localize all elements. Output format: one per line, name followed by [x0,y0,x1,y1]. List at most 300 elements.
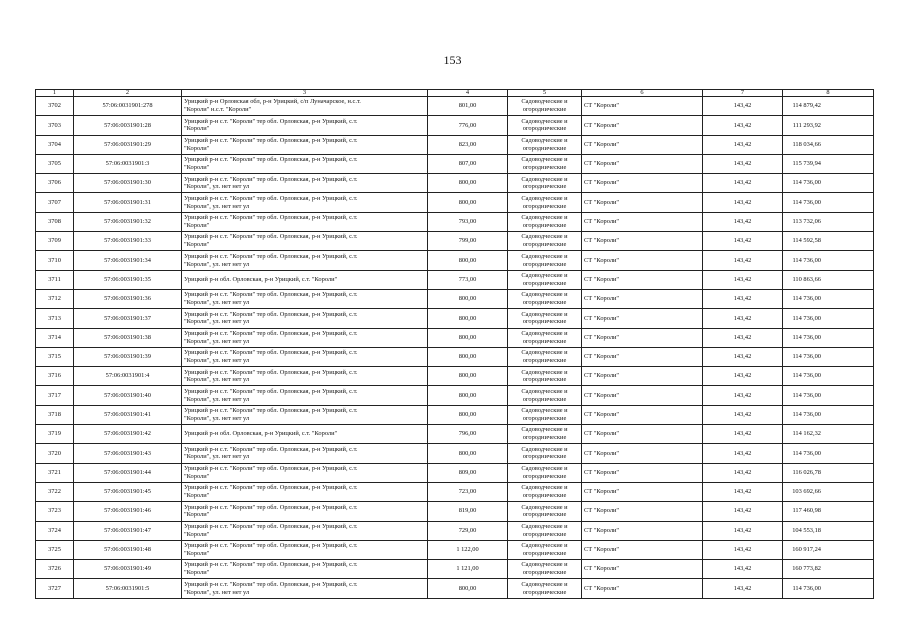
land-use-cell [508,212,582,231]
land-use-cell [508,540,582,559]
table-row [36,251,874,270]
land-use-line: огороднические [522,183,567,191]
rate-value: 143,42 [703,270,783,289]
address-line: Урицкий р-н с.т. "Короли" тер обл. Орловская, р-н Урицкий, с.т. [184,387,358,395]
land-use-line: Садоводческие и [521,542,568,550]
land-use-line: огороднические [522,453,567,461]
row-number: 3711 [36,270,74,289]
address-line: Урицкий р-н с.т. "Короли" тер обл. Орловская, р-н Урицкий, с.т. [184,136,358,144]
land-use-line: огороднические [522,241,567,249]
land-use-cell [508,347,582,366]
row-number: 3714 [36,328,74,347]
area-value: 773,00 [428,270,508,289]
organization-name: СТ "Короли" [582,135,703,154]
address-line: Урицкий р-н с.т. "Короли" тер обл. Орловская, р-н Урицкий, с.т. [184,580,358,588]
row-number: 3712 [36,289,74,308]
cadastral-value: 117 460,98 [783,502,874,521]
organization-name: СТ "Короли" [582,463,703,482]
area-value: 800,00 [428,367,508,386]
land-use-line: огороднические [522,125,567,133]
address-cell [182,579,428,598]
area-value: 800,00 [428,174,508,193]
address-cell [182,347,428,366]
land-use-line: огороднические [522,318,567,326]
land-use-line: Садоводческие и [521,156,568,164]
land-use-line: Садоводческие и [521,252,568,260]
rate-value: 143,42 [703,347,783,366]
cadastral-number: 57:06:0031901:3 [74,154,182,173]
cadastral-value: 110 863,66 [783,270,874,289]
cadastral-value: 114 736,00 [783,386,874,405]
rate-value: 143,42 [703,502,783,521]
land-use-line: Садоводческие и [521,175,568,183]
organization-name: СТ "Короли" [582,232,703,251]
address-line: Урицкий р-н с.т. "Короли" тер обл. Орловская, р-н Урицкий, с.т. [184,329,358,337]
organization-name: СТ "Короли" [582,116,703,135]
address-line: Урицкий р-н с.т. "Короли" тер обл. Орловская, р-н Урицкий, с.т. [184,291,358,299]
row-number: 3716 [36,367,74,386]
table-row [36,232,874,251]
address-cell [182,309,428,328]
column-header: 5 [508,90,582,97]
address-line: Урицкий р-н с.т. "Короли" тер обл. Орловская, р-н Урицкий, с.т. [184,445,358,453]
area-value: 1 122,00 [428,540,508,559]
land-use-cell [508,97,582,116]
address-cell [182,540,428,559]
land-use-cell [508,135,582,154]
land-use-line: огороднические [522,260,567,268]
address-line: Урицкий р-н с.т. "Короли" тер обл. Орловская, р-н Урицкий, с.т. [184,407,358,415]
table-body [36,97,874,599]
address-cell [182,193,428,212]
column-header: 6 [582,90,703,97]
cadastral-value: 115 739,94 [783,154,874,173]
table-row [36,463,874,482]
address-cell [182,289,428,308]
cadastral-number: 57:06:0031901:5 [74,579,182,598]
cadastral-number: 57:06:0031901:30 [74,174,182,193]
column-header: 7 [703,90,783,97]
address-line: "Короли", ул. нет нет ул [184,357,250,364]
rate-value: 143,42 [703,367,783,386]
address-line: "Короли" [184,125,210,133]
land-use-line: Садоводческие и [521,464,568,472]
land-use-cell [508,232,582,251]
column-header: 8 [783,90,874,97]
area-value: 800,00 [428,309,508,328]
table-row [36,521,874,540]
cadastral-number: 57:06:0031901:45 [74,482,182,501]
land-use-line: Садоводческие и [521,310,568,318]
rate-value: 143,42 [703,386,783,405]
organization-name: СТ "Короли" [582,502,703,521]
table-row [36,154,874,173]
rate-value: 143,42 [703,232,783,251]
land-registry-table [35,89,874,599]
cadastral-number: 57:06:0031901:37 [74,309,182,328]
column-header: 4 [428,90,508,97]
address-cell [182,135,428,154]
address-line: "Короли" [184,492,210,500]
table-row [36,328,874,347]
land-use-line: огороднические [522,106,567,114]
cadastral-number: 57:06:0031901:36 [74,289,182,308]
row-number: 3708 [36,212,74,231]
address-line: "Короли", ул. нет нет ул [184,395,250,403]
land-use-line: огороднические [522,434,567,442]
page-number: 153 [443,53,462,67]
land-use-line: огороднические [522,530,567,538]
land-use-cell [508,405,582,424]
land-use-line: огороднические [522,144,567,152]
land-use-cell [508,521,582,540]
organization-name: СТ "Короли" [582,174,703,193]
cadastral-number: 57:06:0031901:43 [74,444,182,463]
address-cell [182,174,428,193]
land-use-cell [508,425,582,444]
address-line: "Короли", ул. нет нет ул [184,318,250,326]
organization-name: СТ "Короли" [582,540,703,559]
cadastral-number: 57:06:0031901:47 [74,521,182,540]
organization-name: СТ "Короли" [582,347,703,366]
address-cell [182,367,428,386]
row-number: 3725 [36,540,74,559]
cadastral-value: 114 736,00 [783,174,874,193]
land-use-line: огороднические [522,569,567,577]
cadastral-value: 160 773,82 [783,560,874,579]
table-row [36,540,874,559]
address-line: "Короли" [184,164,210,172]
rate-value: 143,42 [703,193,783,212]
address-line: Урицкий р-н с.т. "Короли" тер обл. Орловская, р-н Урицкий, с.т. [184,214,358,222]
land-use-cell [508,309,582,328]
land-use-line: огороднические [522,164,567,172]
land-use-line: Садоводческие и [521,98,568,106]
land-use-line: огороднические [522,299,567,307]
table-row [36,174,874,193]
land-use-line: огороднические [522,588,567,596]
cadastral-value: 114 736,00 [783,328,874,347]
land-use-cell [508,482,582,501]
area-value: 729,00 [428,521,508,540]
row-number: 3713 [36,309,74,328]
land-use-cell [508,444,582,463]
address-line: Урицкий р-н с.т. "Короли" тер обл. Орловская, р-н Урицкий, с.т. [184,175,358,183]
land-use-line: огороднические [522,395,567,403]
table-row [36,270,874,289]
address-line: "Короли" [184,569,210,577]
address-line: Урицкий р-н с.т. "Короли" тер обл. Орловская, р-н Урицкий, с.т. [184,252,358,260]
organization-name: СТ "Короли" [582,328,703,347]
address-line: "Короли" [184,511,210,519]
cadastral-value: 114 736,00 [783,405,874,424]
cadastral-value: 103 692,66 [783,482,874,501]
cadastral-value: 118 034,66 [783,135,874,154]
address-line: Урицкий р-н с.т. "Короли" тер обл. Орловская, р-н Урицкий, с.т. [184,349,358,357]
land-use-cell [508,560,582,579]
table-row [36,212,874,231]
address-line: "Короли" [184,549,210,557]
address-line: "Короли" [184,241,210,249]
land-use-line: огороднические [522,414,567,422]
address-line: "Короли", ул. нет нет ул [184,453,250,461]
rate-value: 143,42 [703,212,783,231]
land-use-cell [508,386,582,405]
address-line: Урицкий р-н с.т. "Короли" тер обл. Орловская, р-н Урицкий, с.т. [184,464,358,472]
cadastral-number: 57:06:0031901:32 [74,212,182,231]
area-value: 823,00 [428,135,508,154]
address-line: "Короли", ул. нет нет ул [184,414,250,422]
land-use-cell [508,193,582,212]
rate-value: 143,42 [703,154,783,173]
table-row [36,405,874,424]
land-use-cell [508,502,582,521]
cadastral-value: 114 736,00 [783,367,874,386]
cadastral-value: 114 736,00 [783,444,874,463]
address-line: "Короли" [184,472,210,480]
rate-value: 143,42 [703,560,783,579]
row-number: 3723 [36,502,74,521]
cadastral-number: 57:06:0031901:40 [74,386,182,405]
column-number-row [36,90,874,97]
table-row [36,444,874,463]
row-number: 3722 [36,482,74,501]
cadastral-value: 114 736,00 [783,347,874,366]
organization-name: СТ "Короли" [582,270,703,289]
organization-name: СТ "Короли" [582,560,703,579]
organization-name: СТ "Короли" [582,579,703,598]
cadastral-value: 111 293,92 [783,116,874,135]
area-value: 1 121,00 [428,560,508,579]
row-number: 3710 [36,251,74,270]
address-cell [182,212,428,231]
cadastral-value: 114 736,00 [783,309,874,328]
land-use-line: огороднические [522,221,567,229]
area-value: 800,00 [428,347,508,366]
rate-value: 143,42 [703,328,783,347]
land-use-line: Садоводческие и [521,368,568,376]
row-number: 3719 [36,425,74,444]
address-cell [182,116,428,135]
rate-value: 143,42 [703,540,783,559]
cadastral-value: 114 736,00 [783,251,874,270]
table-row [36,386,874,405]
area-value: 800,00 [428,405,508,424]
cadastral-number: 57:06:0031901:41 [74,405,182,424]
table-row [36,135,874,154]
land-use-line: Садоводческие и [521,387,568,395]
address-line: Урицкий р-н с.т. "Короли" тер обл. Орловская, р-н Урицкий, с.т. [184,310,358,318]
cadastral-number: 57:06:0031901:28 [74,116,182,135]
land-use-line: Садоводческие и [521,194,568,202]
land-use-line: Садоводческие и [521,329,568,337]
area-value: 799,00 [428,232,508,251]
address-line: "Короли", ул. нет нет ул [184,183,250,191]
row-number: 3717 [36,386,74,405]
land-use-line: Садоводческие и [521,349,568,357]
land-use-line: огороднические [522,279,567,287]
rate-value: 143,42 [703,521,783,540]
cadastral-number: 57:06:0031901:39 [74,347,182,366]
table-row [36,289,874,308]
table-row [36,97,874,116]
address-line: Урицкий р-н с.т. "Короли" тер обл. Орловская, р-н Урицкий, с.т. [184,368,358,376]
row-number: 3705 [36,154,74,173]
land-use-cell [508,289,582,308]
cadastral-number: 57:06:0031901:31 [74,193,182,212]
address-line: Урицкий р-н с.т. "Короли" тер обл. Орловская, р-н Урицкий, с.т. [184,542,358,550]
land-use-line: огороднические [522,357,567,364]
address-line: "Короли", ул. нет нет ул [184,588,250,596]
cadastral-number: 57:06:0031901:33 [74,232,182,251]
row-number: 3721 [36,463,74,482]
organization-name: СТ "Короли" [582,212,703,231]
address-cell [182,386,428,405]
land-use-cell [508,270,582,289]
land-use-line: огороднические [522,376,567,384]
cadastral-value: 160 917,24 [783,540,874,559]
organization-name: СТ "Короли" [582,425,703,444]
area-value: 793,00 [428,212,508,231]
address-cell [182,97,428,116]
table-row [36,367,874,386]
land-use-line: Садоводческие и [521,214,568,222]
rate-value: 143,42 [703,463,783,482]
row-number: 3724 [36,521,74,540]
land-use-line: Садоводческие и [521,561,568,569]
cadastral-value: 104 553,18 [783,521,874,540]
address-cell [182,502,428,521]
address-cell [182,560,428,579]
organization-name: СТ "Короли" [582,309,703,328]
address-cell [182,251,428,270]
column-header: 2 [74,90,182,97]
cadastral-number: 57:06:0031901:42 [74,425,182,444]
land-use-line: огороднические [522,549,567,557]
land-use-line: Садоводческие и [521,580,568,588]
land-use-cell [508,463,582,482]
cadastral-value: 114 592,58 [783,232,874,251]
cadastral-number: 57:06:0031901:44 [74,463,182,482]
land-use-line: Садоводческие и [521,291,568,299]
address-line: "Короли", ул. нет нет ул [184,260,250,268]
address-cell [182,482,428,501]
rate-value: 143,42 [703,289,783,308]
row-number: 3707 [36,193,74,212]
address-line: Урицкий р-н с.т. "Короли" тер обл. Орловская, р-н Урицкий, с.т. [184,484,358,492]
row-number: 3727 [36,579,74,598]
organization-name: СТ "Короли" [582,367,703,386]
land-use-line: Садоводческие и [521,136,568,144]
area-value: 800,00 [428,251,508,270]
address-line: Урицкий р-н с.т. "Короли" тер обл. Орловская, р-н Урицкий, с.т. [184,117,358,125]
address-line: "Короли" [184,144,210,152]
cadastral-value: 113 732,06 [783,212,874,231]
rate-value: 143,42 [703,444,783,463]
organization-name: СТ "Короли" [582,251,703,270]
organization-name: СТ "Короли" [582,154,703,173]
area-value: 723,00 [428,482,508,501]
column-header: 1 [36,90,74,97]
organization-name: СТ "Короли" [582,289,703,308]
land-use-line: Садоводческие и [521,522,568,530]
row-number: 3726 [36,560,74,579]
cadastral-value: 114 736,00 [783,193,874,212]
address-line: Урицкий р-н обл. Орловская, р-н Урицкий, с.т. "Короли" [184,275,338,283]
cadastral-number: 57:06:0031901:48 [74,540,182,559]
column-header: 3 [182,90,428,97]
row-number: 3704 [36,135,74,154]
land-use-line: Садоводческие и [521,484,568,492]
address-line: "Короли" н.с.т. "Короли" [184,106,252,114]
table-row [36,425,874,444]
organization-name: СТ "Короли" [582,482,703,501]
land-use-cell [508,367,582,386]
cadastral-number: 57:06:0031901:4 [74,367,182,386]
rate-value: 143,42 [703,251,783,270]
land-use-line: Садоводческие и [521,445,568,453]
land-use-line: огороднические [522,511,567,519]
area-value: 800,00 [428,579,508,598]
cadastral-number: 57:06:0031901:38 [74,328,182,347]
rate-value: 143,42 [703,309,783,328]
cadastral-number: 57:06:0031901:49 [74,560,182,579]
area-value: 796,00 [428,425,508,444]
table-row [36,347,874,366]
address-line: Урицкий р-н Орловская обл, р-н Урицкий, с/п Луначарское, н.с.т. [184,98,361,106]
rate-value: 143,42 [703,405,783,424]
land-use-line: огороднические [522,472,567,480]
area-value: 819,00 [428,502,508,521]
address-line: Урицкий р-н с.т. "Короли" тер обл. Орловская, р-н Урицкий, с.т. [184,503,358,511]
table-row [36,560,874,579]
organization-name: СТ "Короли" [582,444,703,463]
area-value: 800,00 [428,386,508,405]
address-line: "Короли", ул. нет нет ул [184,299,250,307]
row-number: 3702 [36,97,74,116]
cadastral-number: 57:06:0031901:29 [74,135,182,154]
area-value: 800,00 [428,289,508,308]
address-line: Урицкий р-н с.т. "Короли" тер обл. Орловская, р-н Урицкий, с.т. [184,194,358,202]
cadastral-value: 116 026,78 [783,463,874,482]
rate-value: 143,42 [703,135,783,154]
row-number: 3715 [36,347,74,366]
cadastral-number: 57:06:0031901:34 [74,251,182,270]
rate-value: 143,42 [703,97,783,116]
land-use-line: Садоводческие и [521,503,568,511]
rate-value: 143,42 [703,579,783,598]
land-use-line: огороднические [522,202,567,210]
cadastral-value: 114 162,32 [783,425,874,444]
cadastral-value: 114 879,42 [783,97,874,116]
row-number: 3703 [36,116,74,135]
address-line: Урицкий р-н с.т. "Короли" тер обл. Орловская, р-н Урицкий, с.т. [184,156,358,164]
address-line: Урицкий р-н с.т. "Короли" тер обл. Орловская, р-н Урицкий, с.т. [184,522,358,530]
table-row [36,193,874,212]
organization-name: СТ "Короли" [582,521,703,540]
land-use-cell [508,328,582,347]
land-use-cell [508,579,582,598]
row-number: 3718 [36,405,74,424]
organization-name: СТ "Короли" [582,405,703,424]
address-cell [182,270,428,289]
land-use-line: огороднические [522,492,567,500]
rate-value: 143,42 [703,116,783,135]
address-cell [182,405,428,424]
address-line: "Короли", ул. нет нет ул [184,376,250,384]
address-cell [182,425,428,444]
address-line: "Короли", ул. нет нет ул [184,337,250,345]
